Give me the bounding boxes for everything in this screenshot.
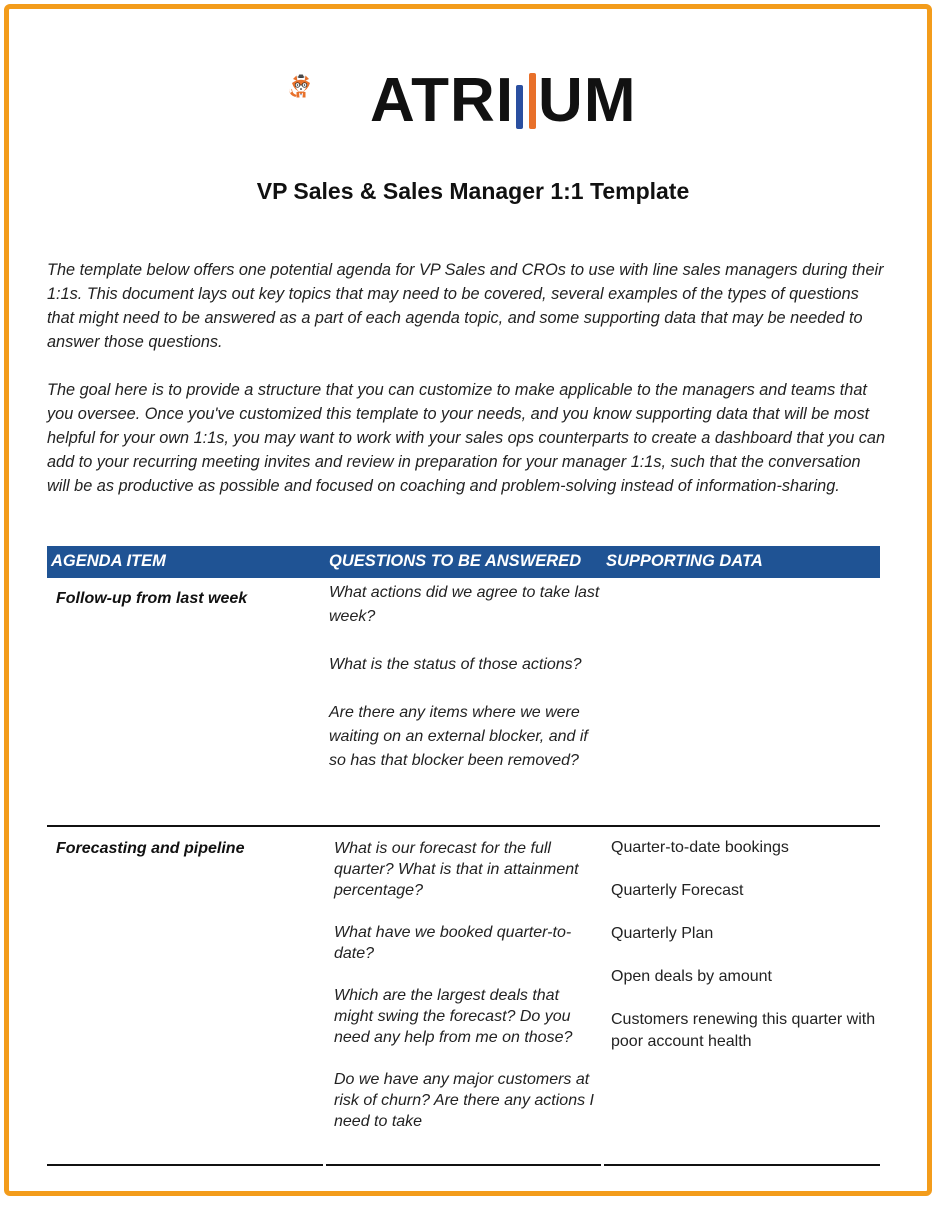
row-1-question: Are there any items where we were waiting on an external blocker, and if so has that blocker been removed?	[329, 704, 588, 769]
brand-logo	[370, 66, 636, 136]
header-questions: QUESTIONS TO BE ANSWERED	[329, 552, 582, 570]
row-1-agenda: Follow-up from last week	[56, 590, 248, 607]
row-2-question: Do we have any major customers at risk of churn? Are there any actions I need to take	[334, 1071, 594, 1130]
row-2-questions	[334, 838, 596, 1153]
row-2-question: What have we booked quarter-to-date?	[334, 924, 572, 962]
logo-bars-icon	[516, 73, 536, 129]
fox-mascot-icon	[288, 36, 378, 136]
header-agenda-item: AGENDA ITEM	[51, 552, 166, 570]
supporting-data-item: Open deals by amount	[611, 968, 772, 985]
row-1-question: What is the status of those actions?	[329, 656, 582, 673]
row-divider	[47, 1164, 323, 1166]
supporting-data-item: Quarterly Plan	[611, 925, 714, 942]
row-1-questions	[329, 581, 604, 797]
logo-text-end: UM	[538, 66, 637, 135]
row-2-supporting-data	[611, 837, 876, 1074]
table-header	[47, 546, 880, 578]
intro-paragraph-1: The template below offers one potential agenda for VP Sales and CROs to use with line sales managers during their 1:1s. This document lays out key topics that may need to be covered, several examples of the types of questions that might need to be answered as a part of each agenda topic, and some supporting data that may be needed to answer those questions.	[47, 261, 884, 351]
row-divider	[47, 825, 880, 827]
row-2-question: Which are the largest deals that might swing the forecast? Do you need any help from me on those?	[334, 987, 573, 1046]
row-divider	[604, 1164, 880, 1166]
supporting-data-item: Quarter-to-date bookings	[611, 839, 789, 856]
header-supporting-data: SUPPORTING DATA	[606, 552, 763, 570]
supporting-data-item: Quarterly Forecast	[611, 882, 744, 899]
logo-text-start: ATRI	[370, 66, 515, 135]
row-divider	[326, 1164, 601, 1166]
intro-paragraph-2: The goal here is to provide a structure that you can customize to make applicable to the managers and teams that you oversee. Once you've customized this template to your needs, and you know supporting data that will be most helpful for your own 1:1s, you may want to work with your sales ops counterparts to create a dashboard that you can add to your recurring meeting invites and review in preparation for your manager 1:1s, such that the conversation will be as productive as possible and focused on coaching and problem-solving instead of information-sharing.	[47, 381, 886, 495]
page-title: VP Sales & Sales Manager 1:1 Template	[256, 178, 690, 204]
supporting-data-item: Customers renewing this quarter with poor account health	[611, 1011, 876, 1050]
row-2-agenda: Forecasting and pipeline	[56, 840, 245, 857]
row-1-question: What actions did we agree to take last week?	[329, 584, 600, 625]
row-2-question: What is our forecast for the full quarter? What is that in attainment percentage?	[334, 840, 579, 899]
